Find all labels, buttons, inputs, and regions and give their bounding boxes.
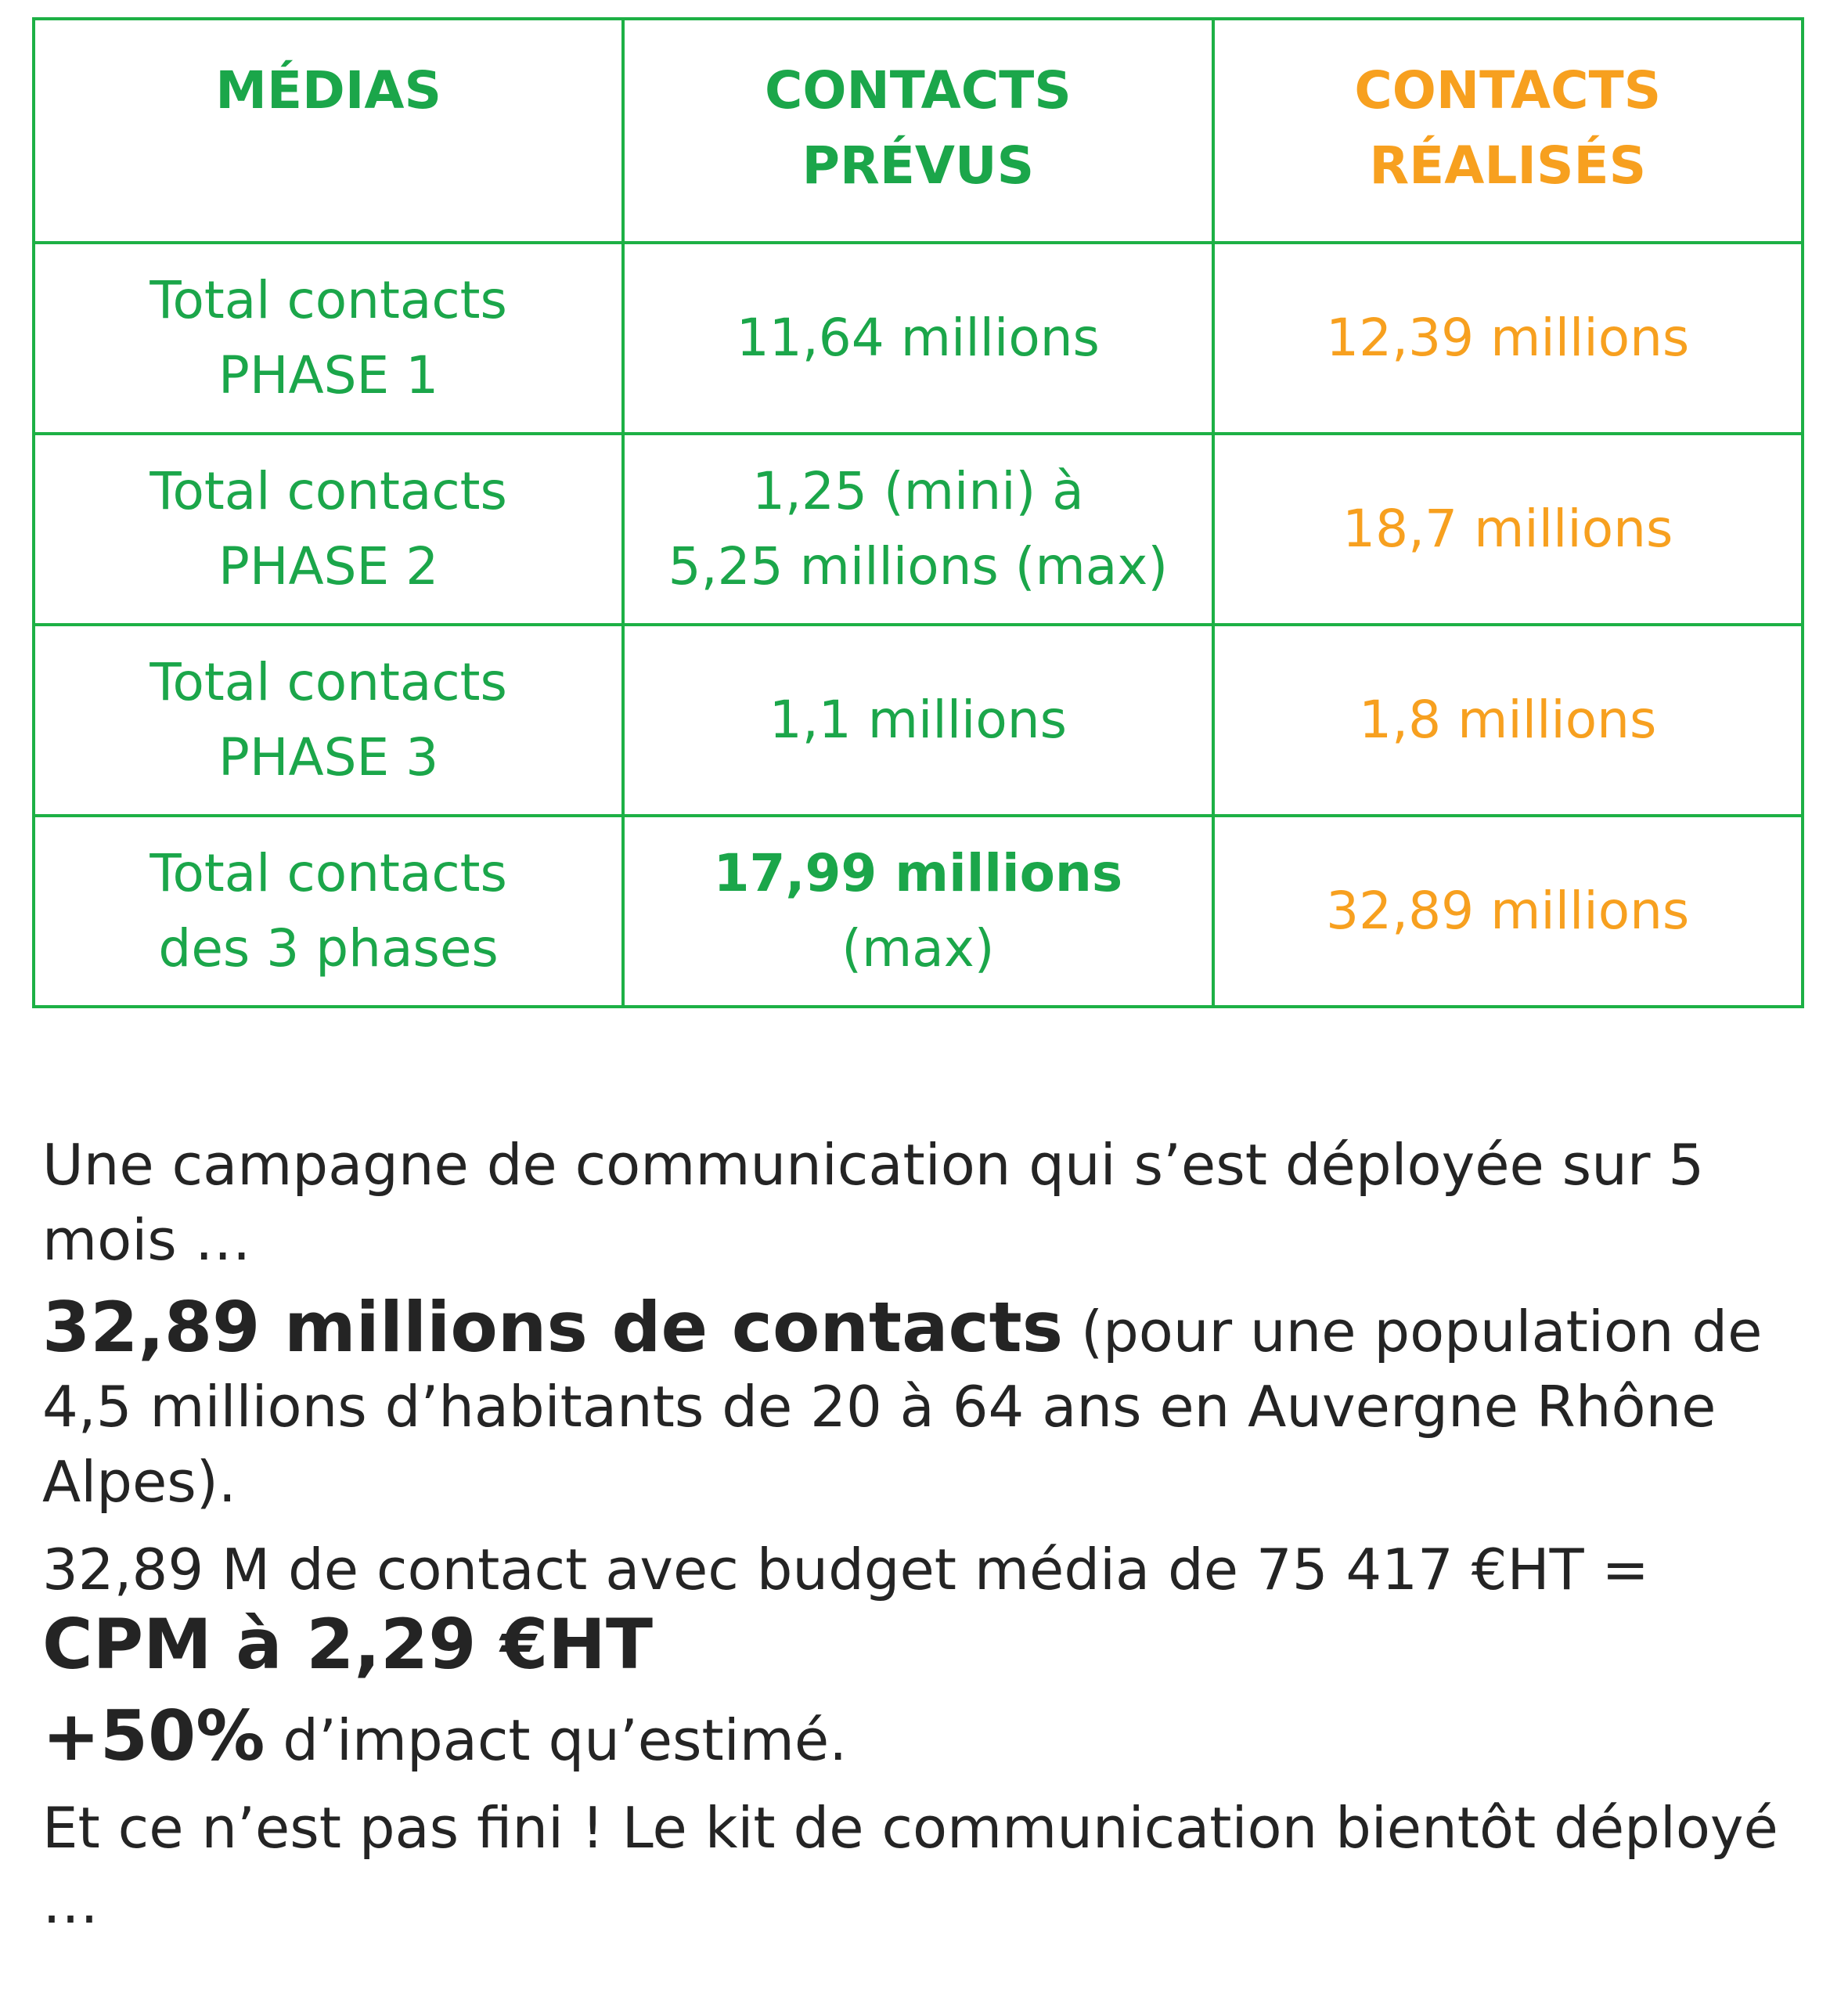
- prevus-cell: 1,1 millions: [623, 625, 1212, 816]
- impact-highlight: +50%: [42, 1696, 265, 1776]
- media-cell: Total contacts des 3 phases: [34, 816, 623, 1007]
- budget-paragraph: [42, 1532, 1803, 1686]
- media-cell: Total contacts PHASE 2: [34, 434, 623, 625]
- header-contacts-prevus: CONTACTS PRÉVUS: [623, 19, 1212, 243]
- table-row-phase-2: [34, 434, 1803, 625]
- table-row-phase-3: [34, 625, 1803, 816]
- contacts-table: [32, 17, 1804, 1008]
- prevus-cell: 1,25 (mini) à 5,25 millions (max): [623, 434, 1212, 625]
- contacts-detail: (pour une population de 4,5 millions d’habitants de 20 à 64 ans en Auvergne Rhône Alpes).: [42, 1299, 1763, 1515]
- intro-paragraph: Une campagne de communication qui s’est déployée sur 5 mois …: [42, 1132, 1705, 1273]
- contacts-highlight: 32,89 millions de contacts: [42, 1287, 1064, 1368]
- realises-cell: 18,7 millions: [1213, 434, 1803, 625]
- prevus-cell: 11,64 millions: [623, 243, 1212, 434]
- table-row-phase-1: [34, 243, 1803, 434]
- media-cell: Total contacts PHASE 3: [34, 625, 623, 816]
- outro-paragraph: Et ce n’est pas fini ! Le kit de communication bientôt déployé …: [42, 1795, 1778, 1936]
- impact-paragraph: [42, 1696, 1803, 1778]
- header-medias: MÉDIAS: [34, 19, 623, 243]
- table-row-total: [34, 816, 1803, 1007]
- media-cell: Total contacts PHASE 1: [34, 243, 623, 434]
- budget-line: 32,89 M de contact avec budget média de 75 417 €HT =: [42, 1537, 1649, 1602]
- table-header-row: [34, 19, 1803, 243]
- contacts-paragraph: [42, 1287, 1803, 1519]
- impact-detail: d’impact qu’estimé.: [265, 1707, 848, 1773]
- realises-cell: 1,8 millions: [1213, 625, 1803, 816]
- realises-cell: 32,89 millions: [1213, 816, 1803, 1007]
- summary-text: [42, 1127, 1803, 1953]
- cpm-highlight: CPM à 2,29 €HT: [42, 1604, 653, 1685]
- prevus-cell: 17,99 millions (max): [623, 816, 1212, 1007]
- header-contacts-realises: CONTACTS RÉALISÉS: [1213, 19, 1803, 243]
- realises-cell: 12,39 millions: [1213, 243, 1803, 434]
